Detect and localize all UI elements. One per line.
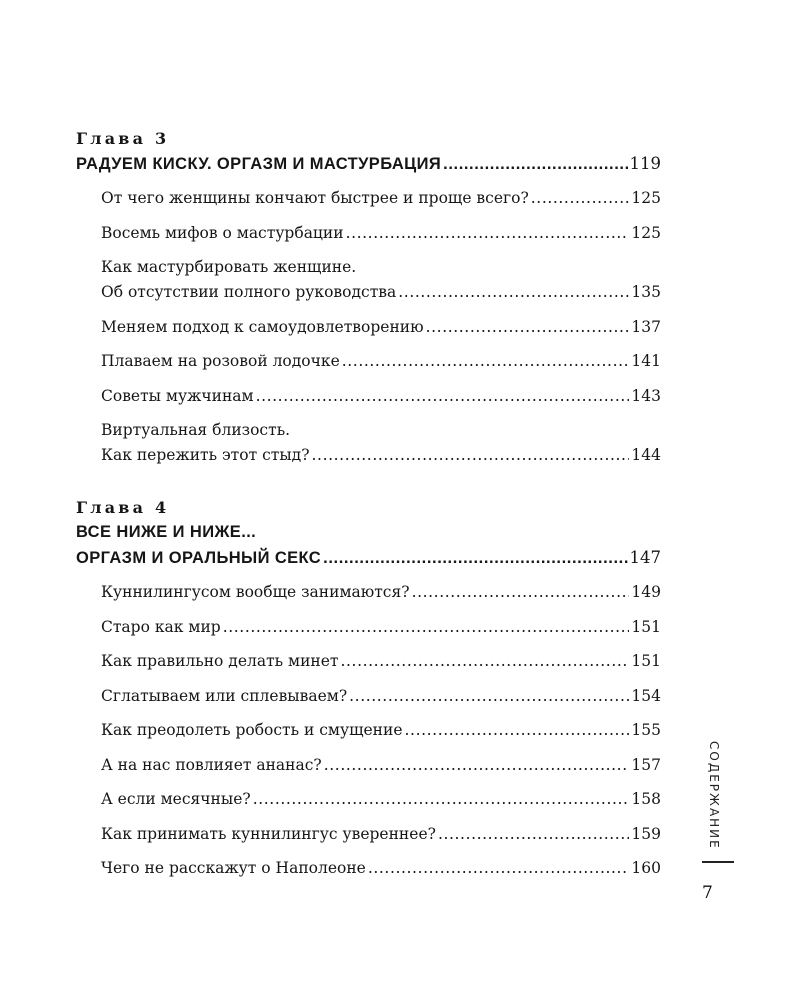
entry-page-number: 151	[631, 652, 661, 670]
chapter-title-text: РАДУЕМ КИСКУ. ОРГАЗМ И МАСТУРБАЦИЯ	[76, 155, 442, 173]
dot-leader	[324, 753, 630, 778]
entry-title-line-1: Виртуальная близость.	[101, 421, 291, 439]
dot-leader	[443, 152, 627, 176]
chapter-title-text: ОРГАЗМ И ОРАЛЬНЫЙ СЕКС	[76, 549, 322, 567]
entry-title: Как преодолеть робость и смущение	[101, 721, 403, 739]
toc-entry[interactable]	[76, 580, 661, 605]
dot-leader	[346, 221, 630, 246]
chapter-label: Глава 4	[76, 498, 170, 517]
toc-entry[interactable]	[76, 349, 661, 374]
dot-leader	[312, 443, 630, 468]
entry-page-number: 141	[631, 352, 661, 370]
entry-page-number: 125	[631, 223, 661, 242]
toc-entry[interactable]	[76, 186, 661, 211]
running-header-label: СОДЕРЖАНИЕ	[707, 741, 721, 850]
toc-entry[interactable]	[76, 255, 661, 305]
toc-entry[interactable]	[76, 856, 661, 881]
dot-leader	[368, 856, 630, 881]
entry-page-number: 158	[631, 790, 661, 808]
entry-page-number: 137	[631, 317, 661, 336]
chapter-title-line-1: ВСЕ НИЖЕ И НИЖЕ...	[76, 523, 257, 541]
entry-page-number: 157	[631, 755, 661, 774]
dot-leader	[405, 718, 630, 743]
entry-title: Как правильно делать минет	[101, 652, 339, 670]
toc-entry[interactable]	[76, 718, 661, 743]
entry-title: Старо как мир	[101, 617, 221, 636]
entry-page-number: 143	[631, 386, 661, 405]
toc-entry[interactable]	[76, 418, 661, 468]
entry-title: Восемь мифов о мастурбации	[101, 223, 344, 242]
entry-page-number: 149	[631, 583, 661, 601]
entry-title: От чего женщины кончают быстрее и проще всего?	[101, 189, 529, 207]
entry-title: Как пережить этот стыд?	[101, 446, 310, 464]
table-of-contents	[76, 126, 661, 881]
toc-entry[interactable]	[76, 384, 661, 409]
entry-page-number: 159	[631, 824, 661, 843]
entry-page-number: 155	[631, 721, 661, 739]
entry-title: Плаваем на розовой лодочке	[101, 352, 340, 370]
toc-entry[interactable]	[76, 787, 661, 812]
dot-leader	[438, 822, 629, 847]
dot-leader	[398, 280, 629, 305]
entry-title: Об отсутствии полного руководства	[101, 283, 397, 301]
page-number: 7	[702, 883, 713, 903]
entry-page-number: 154	[631, 686, 661, 705]
dot-leader	[223, 615, 630, 640]
chapter-page-number: 147	[629, 548, 661, 567]
entry-title: Как принимать куннилингус увереннее?	[101, 824, 436, 843]
toc-entry[interactable]	[76, 649, 661, 674]
dot-leader	[531, 186, 630, 211]
dot-leader	[341, 649, 630, 674]
entry-page-number: 144	[631, 446, 661, 464]
entry-page-number: 160	[631, 859, 661, 877]
chapter-title[interactable]	[76, 151, 661, 176]
dot-leader	[426, 315, 630, 340]
divider	[702, 861, 734, 863]
chapter-4	[76, 495, 661, 570]
dot-leader	[342, 349, 630, 374]
entry-title: Меняем подход к самоудовлетворению	[101, 317, 424, 336]
entry-page-number: 125	[631, 189, 661, 207]
dot-leader	[323, 546, 627, 570]
toc-entry[interactable]	[76, 221, 661, 246]
entry-title: А если месячные?	[101, 790, 251, 808]
toc-entry[interactable]	[76, 315, 661, 340]
dot-leader	[349, 684, 629, 709]
entry-title-line-1: Как мастурбировать женщине.	[101, 258, 357, 276]
chapter-3-sections	[76, 186, 661, 468]
toc-entry[interactable]	[76, 753, 661, 778]
dot-leader	[253, 787, 630, 812]
entry-title: Чего не расскажут о Наполеоне	[101, 859, 366, 877]
entry-title: Сглатываем или сплевываем?	[101, 686, 348, 705]
chapter-4-sections	[76, 580, 661, 881]
chapter-3	[76, 126, 661, 176]
entry-title: Советы мужчинам	[101, 386, 254, 405]
toc-entry[interactable]	[76, 615, 661, 640]
toc-entry[interactable]	[76, 684, 661, 709]
dot-leader	[256, 384, 630, 409]
toc-entry[interactable]	[76, 822, 661, 847]
entry-title: А на нас повлияет ананас?	[101, 755, 322, 774]
entry-page-number: 151	[631, 617, 661, 636]
chapter-label: Глава 3	[76, 129, 170, 148]
entry-page-number: 135	[631, 283, 661, 301]
entry-title: Куннилингусом вообще занимаются?	[101, 583, 410, 601]
chapter-title[interactable]	[76, 545, 661, 570]
dot-leader	[412, 580, 630, 605]
chapter-page-number: 119	[629, 154, 661, 173]
